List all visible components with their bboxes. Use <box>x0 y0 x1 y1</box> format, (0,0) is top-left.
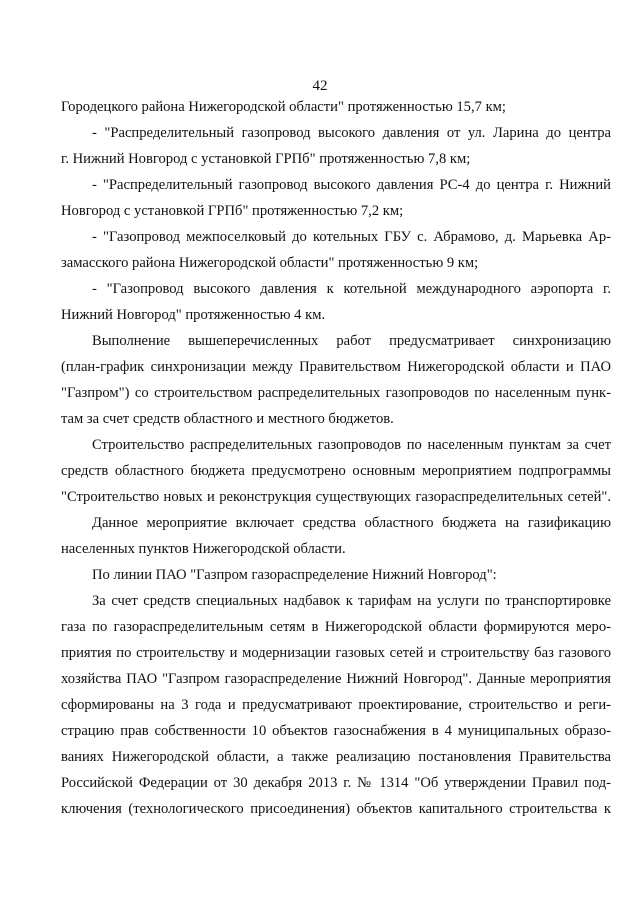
text-line: (план-график синхронизации между Правительством Нижегородской области и ПАО <box>61 359 611 375</box>
text-line: Российской Федерации от 30 декабря 2013 г. № 1314 "Об утверждении Правил под- <box>61 775 611 791</box>
text-line: страцию прав собственности 10 объектов газоснабжения в 4 муниципальных образо- <box>61 723 611 739</box>
text-line: хозяйства ПАО "Газпром газораспределение Нижний Новгород". Данные мероприятия <box>61 671 611 687</box>
text-line: ключения (технологического присоединения) объектов капитального строительства к <box>61 801 611 817</box>
text-line: - "Газопровод высокого давления к котельной международного аэропорта г. <box>92 281 611 297</box>
page-number: 42 <box>312 78 328 94</box>
text-line: За счет средств специальных надбавок к тарифам на услуги по транспортировке <box>92 593 611 609</box>
text-line: замасского района Нижегородской области" протяженностью 9 км; <box>61 255 479 271</box>
text-line: там за счет средств областного и местного бюджетов. <box>61 411 394 427</box>
text-line: По линии ПАО "Газпром газораспределение Нижний Новгород": <box>92 567 497 583</box>
text-line: приятия по строительству и модернизации газовых сетей и строительству баз газового <box>61 645 611 661</box>
text-line: "Строительство новых и реконструкция существующих газораспределительных сетей". <box>61 489 611 505</box>
text-line: средств областного бюджета предусмотрено основным мероприятием подпрограммы <box>61 463 611 479</box>
text-line: ваниях Нижегородской области, а также реализацию постановления Правительства <box>61 749 611 765</box>
text-line: Новгород с установкой ГРПб" протяженностью 7,2 км; <box>61 203 404 219</box>
text-line: газа по газораспределительным сетям в Нижегородской области формируются меро- <box>61 619 611 635</box>
text-line: населенных пунктов Нижегородской области. <box>61 541 346 557</box>
text-line: Данное мероприятие включает средства областного бюджета на газификацию <box>92 515 611 531</box>
text-line: Нижний Новгород" протяженностью 4 км. <box>61 307 326 323</box>
text-line: - "Распределительный газопровод высокого давления РС-4 до центра г. Нижний <box>92 177 611 193</box>
text-line: Городецкого района Нижегородской области" протяженностью 15,7 км; <box>61 99 506 115</box>
text-line: сформированы на 3 года и предусматривают проектирование, строительство и реги- <box>61 697 611 713</box>
text-line: Строительство распределительных газопроводов по населенным пунктам за счет <box>92 437 611 453</box>
text-line: "Газпром") со строительством распределительных газопроводов по населенным пунк- <box>61 385 611 401</box>
text-line: Выполнение вышеперечисленных работ предусматривает синхронизацию <box>92 333 611 349</box>
text-line: г. Нижний Новгород с установкой ГРПб" протяженностью 7,8 км; <box>61 151 471 167</box>
text-line: - "Распределительный газопровод высокого давления от ул. Ларина до центра <box>92 125 611 141</box>
text-line: - "Газопровод межпоселковый до котельных ГБУ с. Абрамово, д. Марьевка Ар- <box>92 229 611 245</box>
